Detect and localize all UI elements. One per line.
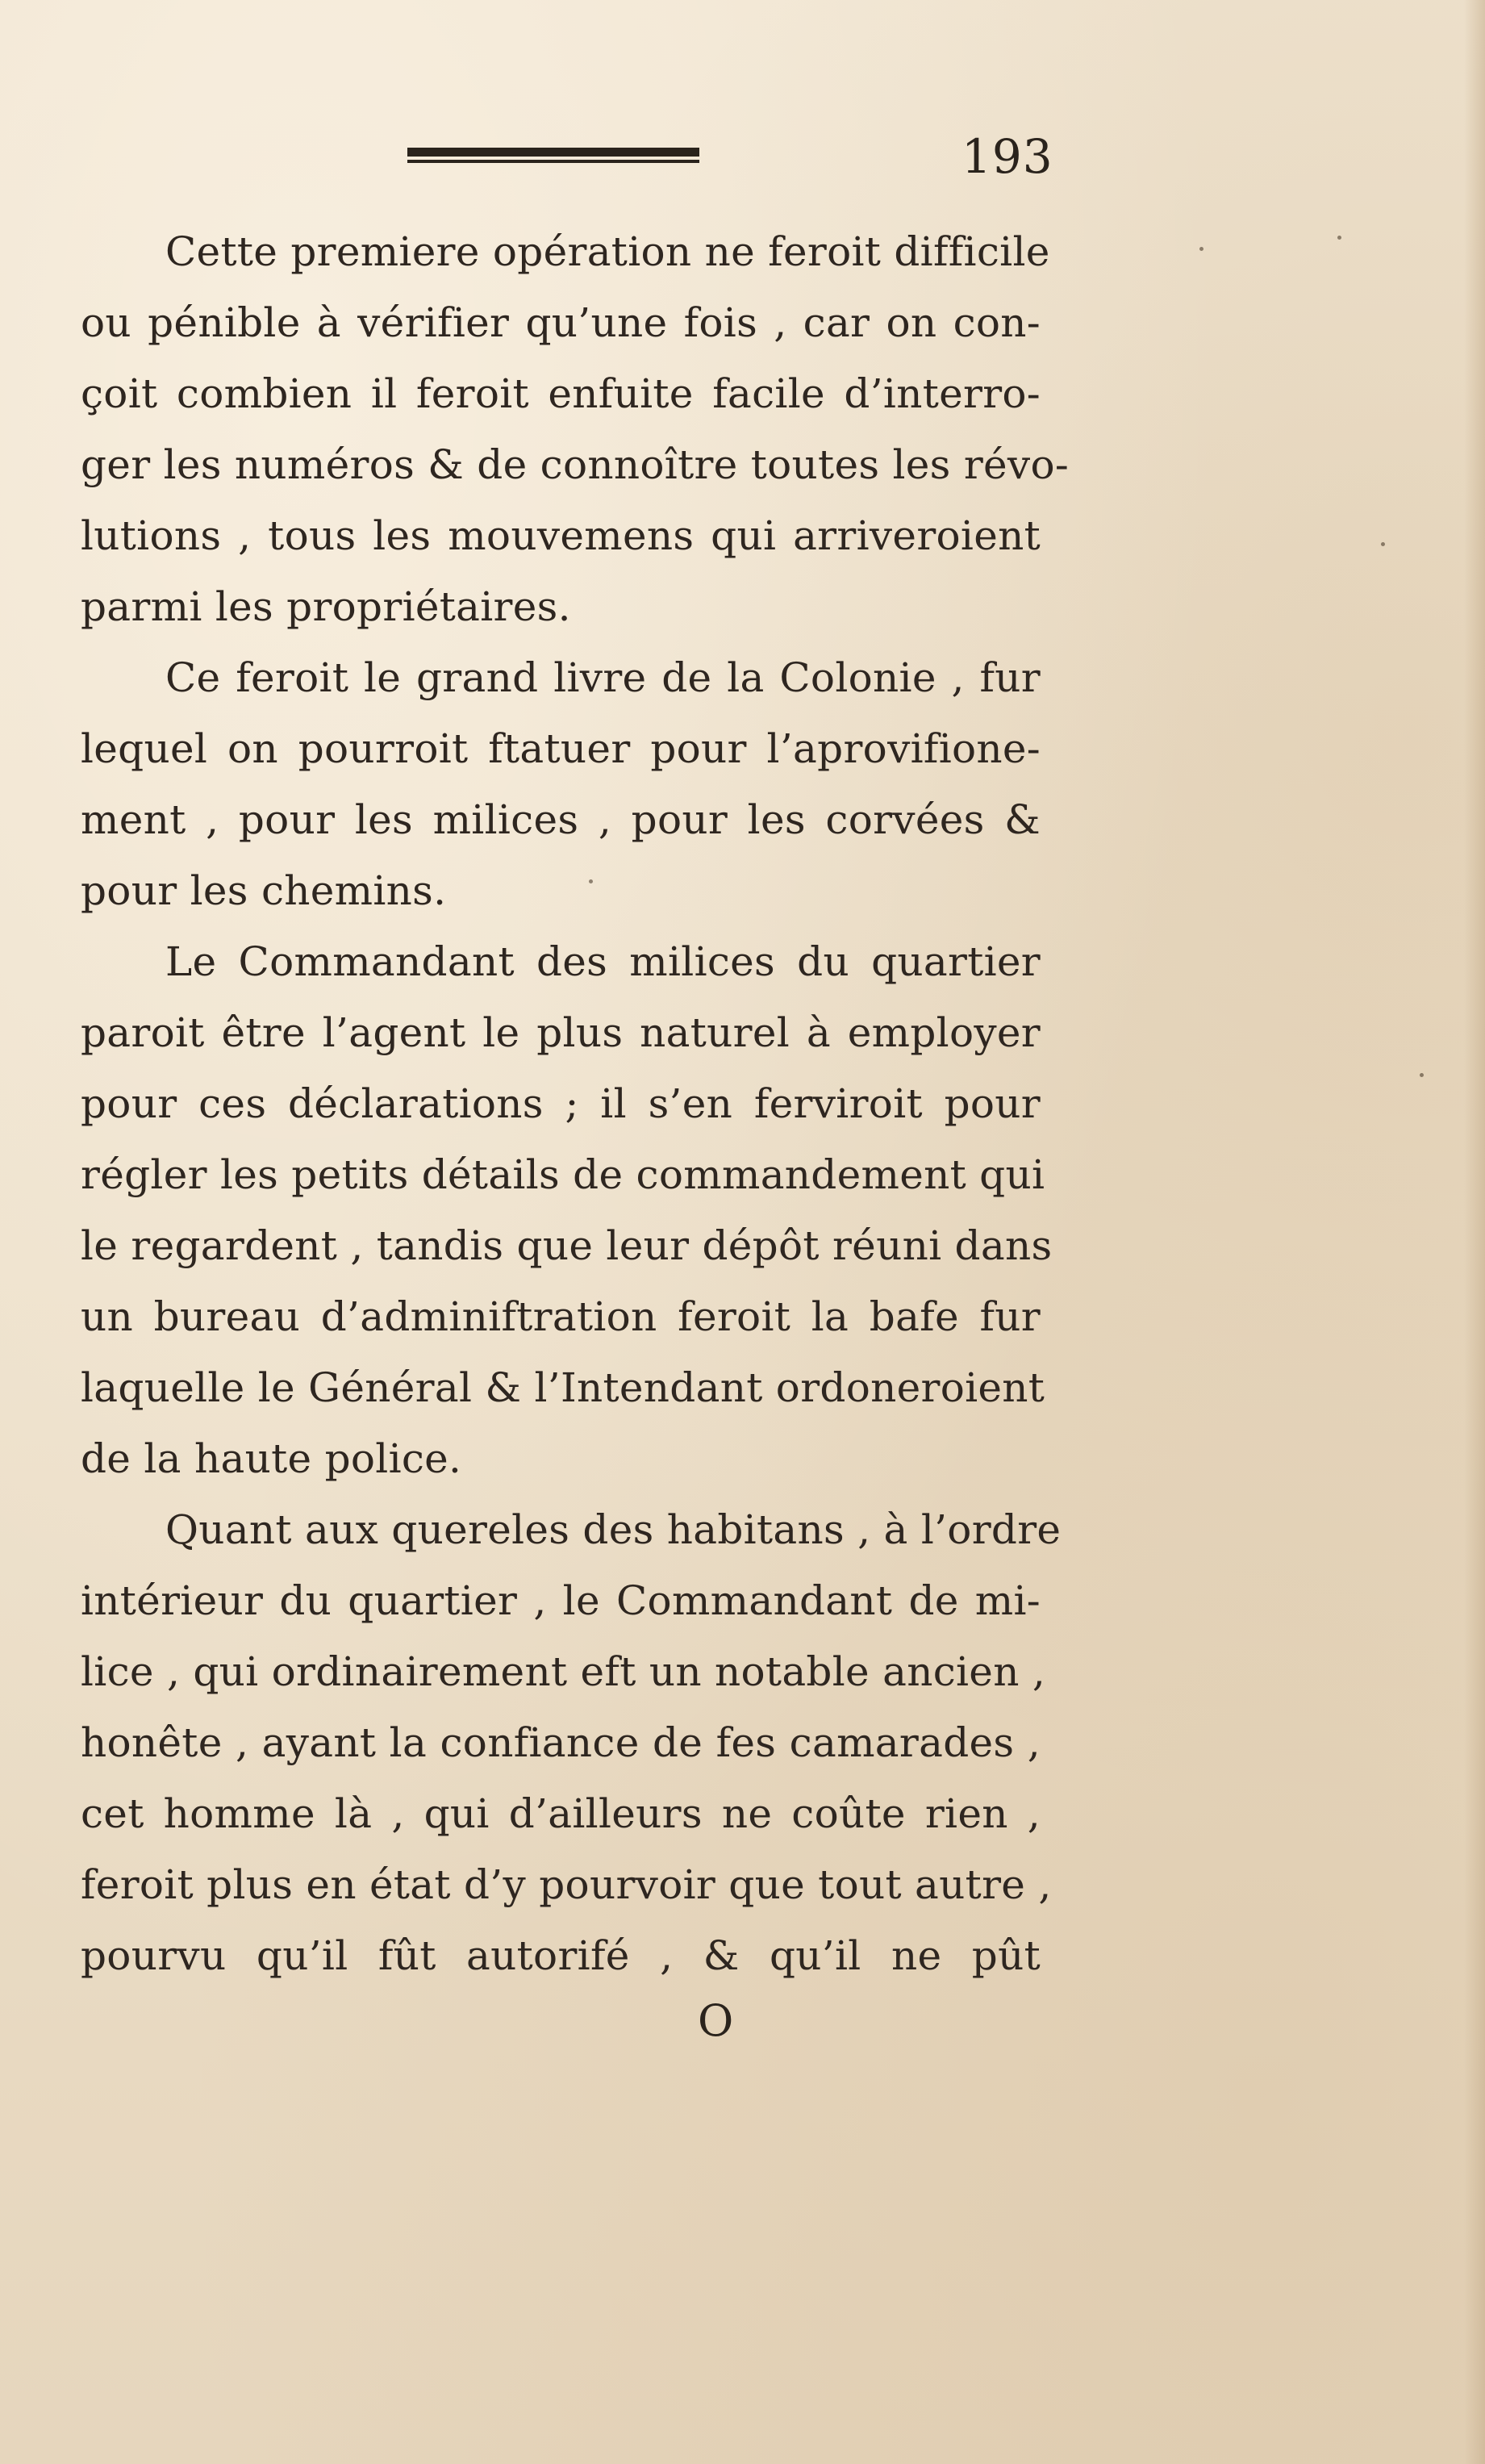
header-rule-thin [407,160,699,163]
paragraph-1-line-5: lutions , tous les mouvemens qui arriveroient [81,512,1041,559]
paragraph-1-line-2: ou pénible à vérifier qu’une fois , car on con- [81,299,1041,346]
paragraph-4-line-1: Quant aux quereles des habitans , à l’ordre [165,1506,1062,1553]
paragraph-2-line-3: ment , pour les milices , pour les corvées & [81,796,1041,843]
paragraph-4-line-7: pourvu qu’il fût autorifé , & qu’il ne pût [81,1932,1041,1979]
paragraph-3-line-3: pour ces déclarations ; il s’en ferviroit pour [81,1080,1041,1127]
paragraph-2-line-1: Ce feroit le grand livre de la Colonie , fur [165,654,1041,701]
paragraph-2-line-4: pour les chemins. [81,867,447,914]
paper-speck [1420,1073,1424,1077]
paragraph-4-line-6: feroit plus en état d’y pourvoir que tout autre , [81,1861,1052,1908]
paragraph-4-line-3: lice , qui ordinairement eft un notable ancien , [81,1648,1046,1695]
paper-speck [1199,247,1203,251]
paragraph-3-line-8: de la haute police. [81,1435,462,1482]
paragraph-2-line-2: lequel on pourroit ftatuer pour l’aprovifione- [81,725,1041,772]
paragraph-1-line-1: Cette premiere opération ne feroit difficile [165,228,1050,275]
paper-speck [589,879,593,883]
body-text [81,216,1070,1991]
paragraph-1-line-6: parmi les propriétaires. [81,583,571,630]
paragraph-3-line-4: régler les petits détails de commandement qui [81,1151,1045,1198]
paragraph-1-line-3: çoit combien il feroit enfuite facile d’interro- [81,370,1041,417]
paragraph-3-line-2: paroit être l’agent le plus naturel à employer [81,1009,1041,1056]
header-rule-thick [407,148,699,157]
paragraph-3-line-6: un bureau d’adminiftration feroit la bafe fur [81,1293,1041,1340]
paragraph-3-line-5: le regardent , tandis que leur dépôt réuni dans [81,1222,1053,1269]
paragraph-3-line-1: Le Commandant des milices du quartier [165,938,1041,985]
paper-speck [1337,236,1341,240]
paragraph-3-line-7: laquelle le Général & l’Intendant ordoneroient [81,1364,1045,1411]
page-number: 193 [961,129,1053,184]
paragraph-4-line-5: cet homme là , qui d’ailleurs ne coûte rien , [81,1790,1041,1837]
paragraph-4-line-4: honête , ayant la confiance de fes camarades , [81,1719,1041,1766]
paragraph-4-line-2: intérieur du quartier , le Commandant de mi- [81,1577,1041,1624]
paragraph-1-line-4: ger les numéros & de connoître toutes les révo- [81,441,1070,488]
signature-mark: O [698,1995,734,2046]
paper-speck [1381,542,1385,546]
header-rule [407,148,699,165]
